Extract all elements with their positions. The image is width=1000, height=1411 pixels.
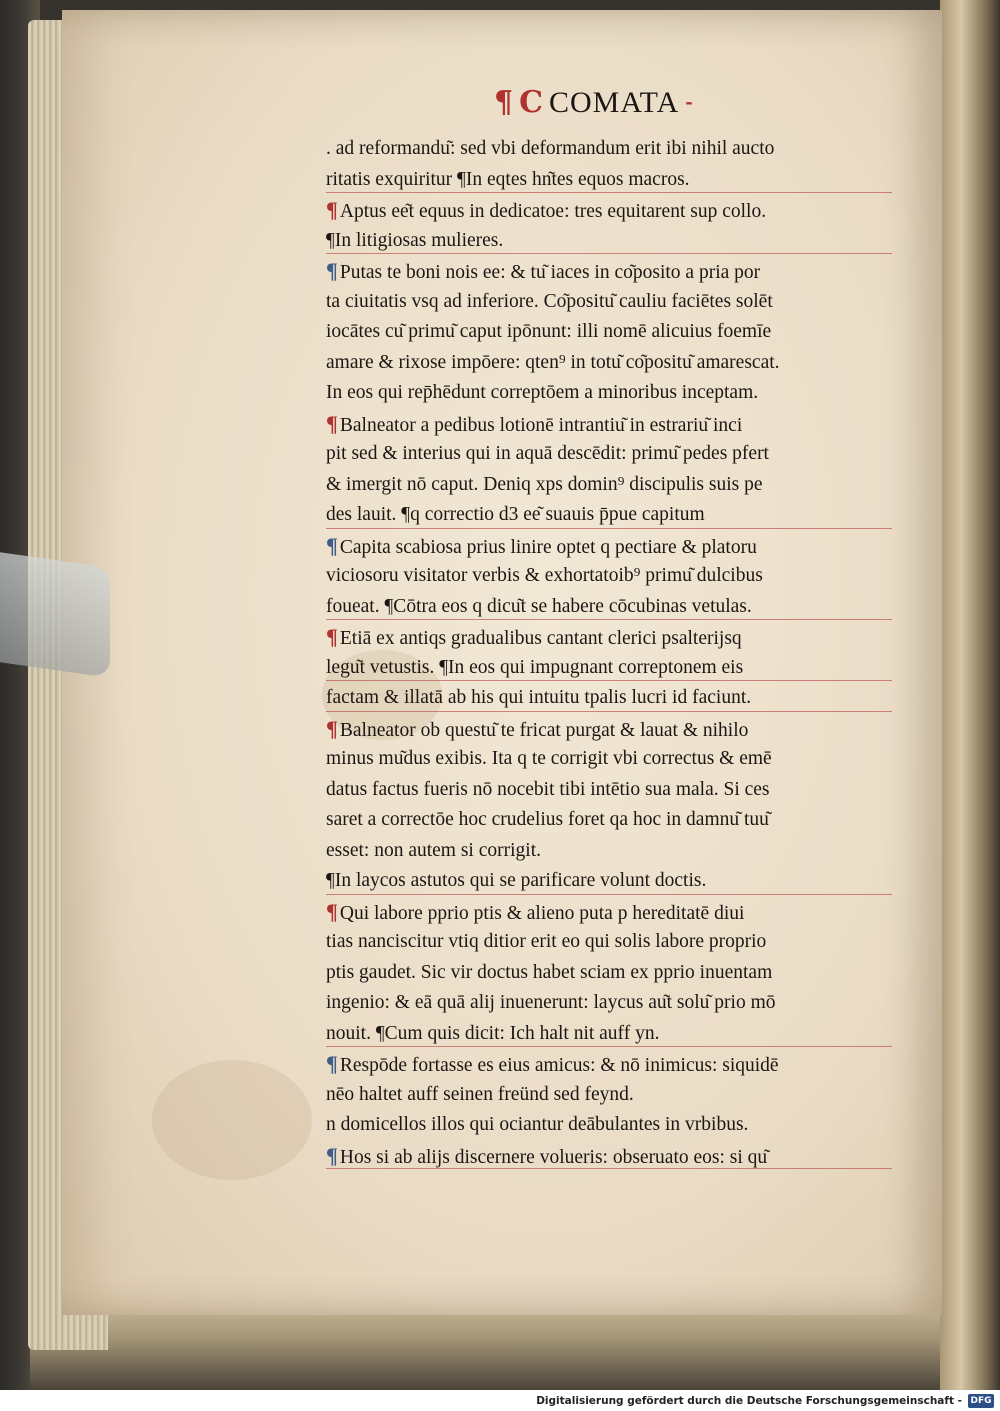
line-text: . ad reformandu͂: sed vbi deformandum erit ibi nihil aucto — [326, 138, 775, 159]
line-text: Capita scabiosa prius linire optet q pectiare & platoru — [339, 536, 757, 558]
paragraph-mark: ¶ — [326, 258, 338, 283]
line-text: Etiā ex antiqs gradualibus cantant clerici psalterijsq — [339, 628, 742, 649]
footer-credit: Digitalisierung gefördert durch die Deutsche Forschungsgemeinschaft - — [536, 1394, 962, 1407]
text-line — [326, 500, 892, 531]
text-block — [326, 134, 892, 1171]
line-text: ritatis exquiritur ¶In eqtes hn͂tes equos macros. — [326, 168, 690, 190]
line-text: In eos qui rep̄hēdunt correptōem a minoribus inceptam. — [326, 382, 759, 403]
line-text: ta ciuitatis vsq ad inferiore. Co͂positu͂ cauliu faciētes solēt — [326, 290, 773, 312]
text-line — [326, 866, 892, 897]
line-text: des lauit. ¶q correctio d3 ee͂ suauis p̄pue capitum — [326, 504, 705, 525]
paragraph-mark: ¶ — [326, 898, 338, 924]
text-line — [326, 927, 892, 958]
text-line — [326, 195, 892, 226]
line-text: Hos si ab alijs discernere volueris: obseruato eos: si qu͂ — [339, 1146, 768, 1168]
line-text: minus mu͂dus exibis. Ita q te corrigit vbi correctus & emē — [326, 748, 772, 769]
text-line — [326, 1080, 892, 1111]
text-line — [326, 775, 892, 806]
text-line — [326, 1141, 892, 1172]
paragraph-mark: ¶ — [326, 624, 338, 649]
text-line — [326, 714, 892, 745]
text-line — [326, 1019, 892, 1050]
line-text: Qui labore pprio ptis & alieno puta p hereditatē diui — [339, 902, 745, 924]
line-text: Aptus ee͂t equus in dedicatoe: tres equitarent sup collo. — [339, 201, 767, 222]
digitization-footer — [0, 1390, 1000, 1411]
paragraph-mark: ¶ — [326, 1142, 338, 1168]
line-text: esset: non autem si corrigit. — [326, 839, 541, 861]
paragraph-mark: ¶ — [326, 715, 338, 741]
line-text: ¶In laycos astutos qui se parificare volunt doctis. — [326, 870, 707, 891]
text-line — [326, 348, 892, 379]
text-line — [326, 256, 892, 287]
running-title: COMATA — [548, 86, 680, 119]
text-line — [326, 378, 892, 409]
line-text: tias nanciscitur vtiq ditior erit eo qui solis labore proprio — [326, 931, 767, 952]
text-line — [326, 683, 892, 714]
text-line — [326, 836, 892, 867]
line-text: nēo haltet auff seinen freünd sed feynd. — [326, 1083, 634, 1105]
paragraph-mark: ¶ — [326, 1051, 338, 1076]
paragraph-mark: ¶ — [326, 410, 338, 436]
line-text: foueat. ¶Cōtra eos q dicu͂t se habere cōcubinas vetulas. — [326, 595, 752, 617]
text-line — [326, 226, 892, 257]
text-line — [326, 439, 892, 470]
text-line — [326, 287, 892, 318]
text-line — [326, 561, 892, 592]
text-line — [326, 531, 892, 562]
line-text: Balneator ob questu͂ te fricat purgat & lauat & nihilo — [339, 719, 749, 741]
red-initial: C — [519, 85, 543, 120]
line-text: factam & illatā ab his qui intuitu tpalis lucri id faciunt. — [326, 687, 752, 708]
line-text: datus factus fueris nō nocebit tibi intētio sua mala. Si ces — [326, 778, 770, 800]
line-text: pit sed & interius qui in aquā descēdit: primu͂ pedes pfert — [326, 443, 769, 464]
text-line — [326, 592, 892, 623]
line-text: iocātes cu͂ primu͂ caput ipōnunt: illi nomē alicuius foemīe — [326, 321, 772, 342]
line-text: ¶In litigiosas mulieres. — [326, 229, 504, 251]
paragraph-mark: ¶ — [326, 532, 338, 558]
glass-page-weight — [0, 552, 110, 677]
text-line — [326, 988, 892, 1019]
running-header: ¶ C COMATA - — [494, 85, 693, 120]
line-text: viciosoru visitator verbis & exhortatoib⁹ primu͂ dulcibus — [326, 565, 763, 586]
text-line — [326, 958, 892, 989]
line-text: ingenio: & eā quā alij inuenerunt: laycus au͂t solu͂ prio mō — [326, 992, 776, 1013]
book-gutter — [940, 0, 1000, 1390]
line-text: legu͂t vetustis. ¶In eos qui impugnant correptonem eis — [326, 656, 744, 678]
text-line — [326, 897, 892, 928]
text-line — [326, 409, 892, 440]
text-line — [326, 165, 892, 196]
line-text: & imergit nō caput. Deniq xps domin⁹ discipulis suis pe — [326, 473, 763, 495]
paragraph-mark-red: ¶ — [494, 85, 514, 120]
paragraph-mark: ¶ — [326, 197, 338, 222]
dfg-logo: DFG — [968, 1394, 994, 1408]
line-text: nouit. ¶Cum quis dicit: Ich halt nit auff yn. — [326, 1022, 660, 1044]
paper-stain — [152, 1060, 312, 1180]
line-text: ptis gaudet. Sic vir doctus habet sciam ex pprio inuentam — [326, 961, 773, 983]
text-line — [326, 744, 892, 775]
text-line — [326, 653, 892, 684]
text-line — [326, 622, 892, 653]
text-line — [326, 805, 892, 836]
text-line — [326, 317, 892, 348]
text-line — [326, 1049, 892, 1080]
text-line — [326, 1110, 892, 1141]
line-text: saret a correctōe hoc crudelius foret qa hoc in damnu͂ tuu͂ — [326, 809, 769, 830]
line-text: amare & rixose impōere: qten⁹ in totu͂ co͂positu͂ amarescat. — [326, 351, 780, 373]
text-line — [326, 134, 892, 165]
line-text: Balneator a pedibus lotionē intrantiu͂ in estrariu͂ inci — [339, 414, 743, 436]
text-line — [326, 470, 892, 501]
line-text: Putas te boni nois ee: & tu͂ iaces in co͂posito a pria por — [339, 262, 761, 283]
line-text: n domicellos illos qui ociantur deābulantes in vrbibus. — [326, 1114, 749, 1135]
line-text: Respōde fortasse es eius amicus: & nō inimicus: siquidē — [339, 1055, 779, 1076]
